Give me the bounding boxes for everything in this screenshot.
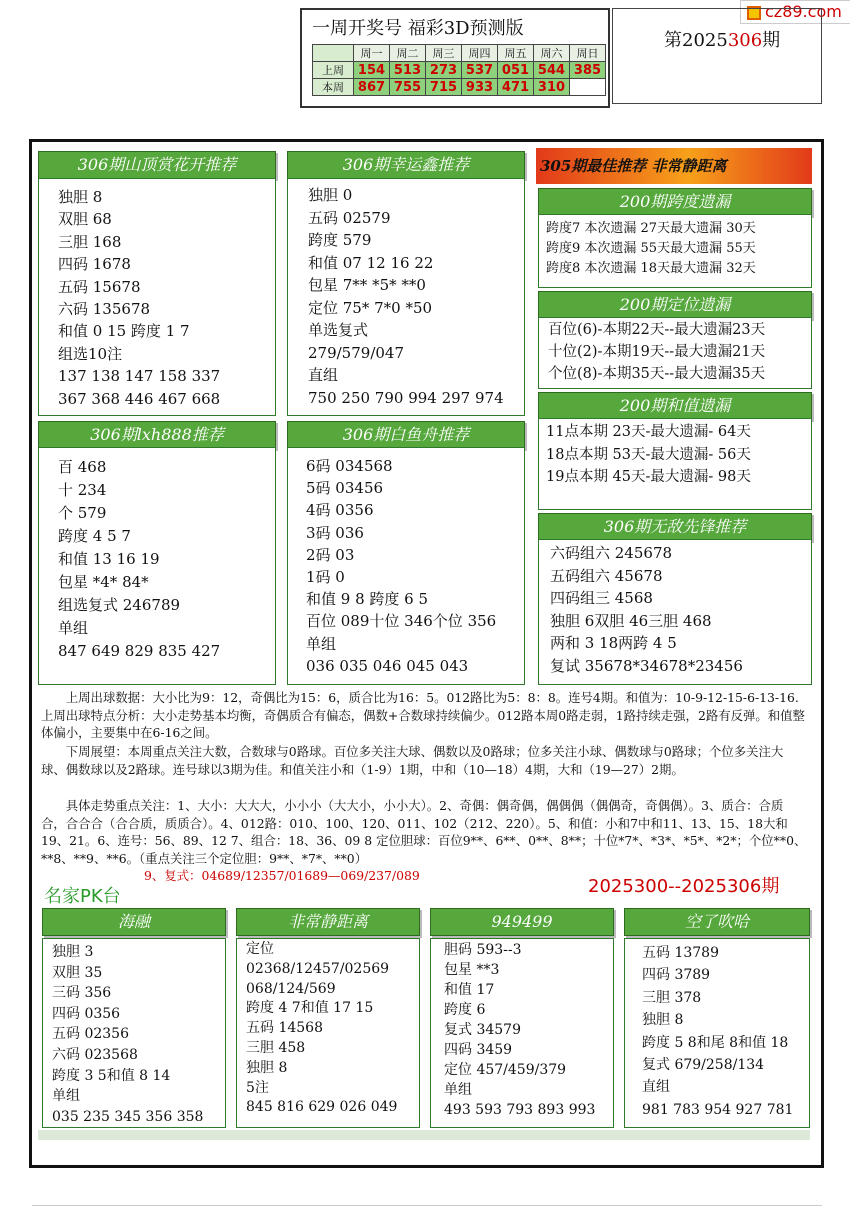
line-item: 跨度 4 7和值 17 15 [246,1000,374,1017]
omission-lines [546,219,756,279]
line-item: 双胆 35 [52,964,103,981]
line-item: 三胆 378 [642,989,702,1006]
day-header: 周五 [498,45,534,62]
line-item: 6码 034568 [306,457,393,475]
line-item: 367 368 446 467 668 [58,389,221,408]
line-item: 单组 [52,1088,80,1105]
line-item: 直组 [308,366,339,384]
omission-lines [548,319,765,385]
line-item: 02368/12457/02569 [246,960,390,977]
line-item: 四码 3789 [642,967,711,984]
line-item: 五码 14568 [246,1020,323,1037]
box-title: 空了吹哈 [624,908,810,936]
line-item: 036 035 046 045 043 [306,656,469,675]
pk-lines [52,942,203,1127]
line-item: 复试 35678*34678*23456 [550,656,743,675]
day-header: 周六 [534,45,570,62]
box-title: 306期山顶赏花开推荐 [38,151,276,179]
line-item: 981 783 954 927 781 [642,1101,794,1118]
hot-recommend-banner: 305期最佳推荐 非常静距离 [536,148,812,184]
line-item: 1码 0 [306,567,345,586]
line-item: 直组 [642,1079,670,1096]
line-item: 跨度9 本次遗漏 55天最大遗漏 55天 [546,241,756,256]
day-header: 周二 [390,45,426,62]
box-title: 306期无敌先锋推荐 [538,513,812,541]
line-item: 五码 13789 [642,945,719,961]
line-item: 跨度 3 5和值 8 14 [52,1067,171,1084]
line-item: 18点本期 53天-最大遗漏- 56天 [546,446,751,463]
line-item: 5注 [246,1079,269,1096]
this-week-number: 715 [426,79,462,96]
week-draw-title: 一周开奖号 福彩3D预测版 [312,18,524,39]
line-item: 胆码 593--3 [444,942,522,958]
last-week-number: 154 [354,62,390,79]
last-week-number: 513 [390,62,426,79]
pk-section-label: 名家PK台 [44,886,121,907]
line-item: 五码 15678 [58,277,141,296]
line-item: 六码组六 245678 [550,544,673,562]
day-header: 周四 [462,45,498,62]
last-week-number: 273 [426,62,462,79]
this-week-label: 本周 [313,79,354,96]
last-week-number: 051 [498,62,534,79]
line-item: 11点本期 23天-最大遗漏- 64天 [546,424,751,440]
line-item: 百 468 [58,458,107,476]
line-item: 十位(2)-本期19天--最大遗漏21天 [548,344,766,360]
line-item: 068/124/569 [246,980,336,997]
line-item: 三胆 168 [58,232,122,251]
line-item: 五码 02579 [308,208,391,227]
analysis-next-week: 下周展望：本周重点关注大数，合数球与0路球。百位多关注大球、偶数以及0路球；位多关注小球、偶数球与0路球；个位多关注大球、偶数球以及2路球。连号球以3期为佳。和值关注小和（1-9）1期，中和（10—18）4期，大和（19—27）2期。 [41,744,784,777]
line-item: 三胆 458 [246,1039,306,1056]
line-item: 跨度7 本次遗漏 27天最大遗漏 30天 [546,221,756,236]
line-item: 2码 03 [306,545,355,564]
analysis-focus: 具体走势重点关注：1、大小：大大大，小小小（大大小，小小大）。2、奇偶：偶奇偶，偶偶偶（偶偶奇，奇偶偶）。3、质合：合质合，合合合（合合质，质质合）。4、012路：010、100、120、011、102（212、220）。5、和值：小和7中和11、13、15、18大和19、21。6、连号：56、89、12 7、组合：18、36、09 8 定位胆球：百位9**、6**、0**、8**；十位*7*、*3*、*5*、*2*；个位**0、**8、**9、**6。（重点关注三个定位胆：9**、*7*、**0） [41,798,807,866]
line-item: 3码 036 [306,523,364,542]
this-week-number [570,79,606,96]
line-item: 和值 9 8 跨度 6 5 [306,590,429,609]
site-logo[interactable]: cz89.com [740,0,850,24]
line-item: 单选复式 [308,321,369,339]
day-header: 周一 [354,45,390,62]
line-item: 组选10注 [58,344,123,363]
line-item: 定位 457/459/379 [444,1062,567,1078]
line-item: 493 593 793 893 993 [444,1102,596,1118]
line-item: 和值 17 [444,982,495,998]
line-item: 和值 13 16 19 [58,550,160,568]
line-item: 847 649 829 835 427 [58,642,221,660]
day-header: 周日 [570,45,606,62]
line-item: 独胆 8 [642,1012,684,1029]
line-item: 独胆 8 [58,188,103,206]
line-item: 137 138 147 158 337 [58,367,221,386]
period-panel [612,8,822,104]
line-item: 跨度 579 [308,231,372,249]
line-item: 独胆 3 [52,944,94,960]
line-item: 六码 135678 [58,299,151,318]
this-week-number: 310 [534,79,570,96]
recommend-lines [58,186,220,410]
line-item: 单组 [58,619,89,637]
last-week-number: 385 [570,62,606,79]
week-draw-table [312,44,606,96]
line-item: 百位(6)-本期22天--最大遗漏23天 [548,322,766,338]
recommend-lines [306,455,496,677]
line-item: 单组 [444,1082,472,1098]
line-item: 两和 3 18两跨 4 5 [550,634,677,652]
line-item: 复式 679/258/134 [642,1056,765,1073]
last-week-number: 544 [534,62,570,79]
line-item: 单组 [306,634,337,653]
line-item: 4码 0356 [306,501,374,520]
line-item: 四码 1678 [58,255,131,274]
line-item: 个位(8)-本期35天--最大遗漏35天 [548,366,766,382]
line-item: 5码 03456 [306,479,384,498]
pk-lines [642,942,793,1121]
line-item: 复式 34579 [444,1022,521,1038]
line-item: 定位 75* 7*0 *50 [308,298,433,317]
box-title: 200期和值遗漏 [538,392,812,420]
box-title: 200期定位遗漏 [538,291,812,319]
box-title: 200期跨度遗漏 [538,188,812,216]
day-header: 周三 [426,45,462,62]
line-item: 独胆 0 [308,186,353,204]
box-title: 海融 [42,908,226,936]
line-item: 包星 7** *5* **0 [308,276,426,294]
last-week-number: 537 [462,62,498,79]
line-item: 三码 356 [52,985,112,1002]
line-item: 跨度 5 8和尾 8和值 18 [642,1034,789,1051]
line-item: 750 250 790 994 297 974 [308,388,504,407]
pk-lines [444,940,595,1120]
line-item: 279/579/047 [308,343,404,362]
this-week-number: 471 [498,79,534,96]
box-title: 非常静距离 [236,908,420,936]
pk-lines [246,940,397,1118]
box-title: 949499 [430,908,614,936]
analysis-fushi: 9、复式：04689/12357/01689—069/237/089 [144,868,420,883]
box-title: 306期白鱼舟推荐 [287,421,525,449]
line-item: 十 234 [58,481,107,499]
box-title: 306期幸运鑫推荐 [287,151,525,179]
line-item: 四码 3459 [444,1042,513,1058]
line-item: 定位 [246,941,274,957]
line-item: 个 579 [58,504,107,522]
line-item: 包星 *4* 84* [58,573,149,591]
pk-footer-bar [38,1130,810,1140]
line-item: 六码 023568 [52,1046,138,1063]
this-week-number: 755 [390,79,426,96]
pk-period-range: 2025300--2025306期 [588,876,780,897]
recommend-lines [550,542,743,677]
line-item: 跨度8 本次遗漏 18天最大遗漏 32天 [546,261,756,276]
line-item: 和值 07 12 16 22 [308,253,434,272]
line-item: 组选复式 246789 [58,596,181,614]
line-item: 双胆 68 [58,210,112,229]
line-item: 19点本期 45天-最大遗漏- 98天 [546,469,751,485]
recommend-lines [308,184,504,409]
this-week-number: 867 [354,79,390,96]
line-item: 845 816 629 026 049 [246,1099,398,1116]
line-item: 五码 02356 [52,1026,129,1043]
line-item: 035 235 345 356 358 [52,1108,204,1125]
line-item: 跨度 6 [444,1002,486,1018]
line-item: 跨度 4 5 7 [58,527,131,545]
line-item: 四码组三 4568 [550,589,653,607]
line-item: 独胆 8 [246,1059,288,1076]
line-item: 百位 089十位 346个位 356 [306,612,497,631]
last-week-label: 上周 [313,62,354,79]
line-item: 和值 0 15 跨度 1 7 [58,322,190,341]
omission-lines [546,421,751,489]
box-title: 306期lxh888推荐 [38,421,276,449]
line-item: 包星 **3 [444,962,500,978]
period-number: 第2025306期 [664,30,781,51]
line-item: 五码组六 45678 [550,566,663,585]
this-week-number: 933 [462,79,498,96]
analysis-last-week: 上周出球数据：大小比为9：12，奇偶比为15：6，质合比为16：5。012路比为5：8：8。连号4期。和值为：10-9-12-15-6-13-16.上周出球特点分析：大小走势基本均衡，奇偶质合有偏态，偶数+合数球持续偏少。012路本周0路走弱，1路持续走强，2路有反弹。和值整体偏小，主要集中在6-16之间。 [41,690,805,741]
recommend-lines [58,456,220,663]
line-item: 独胆 6双胆 46三胆 468 [550,611,712,630]
line-item: 四码 0356 [52,1005,121,1022]
